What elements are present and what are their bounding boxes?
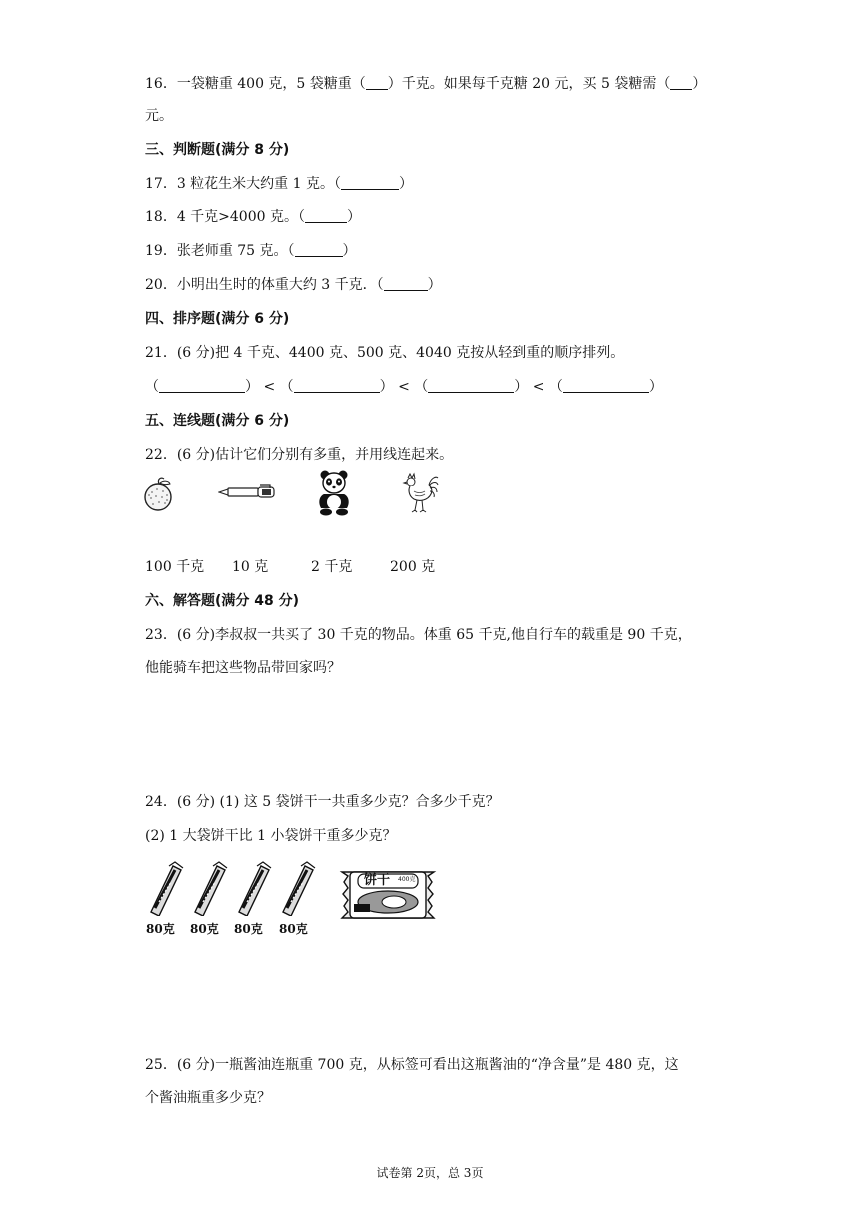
question-23-line1: 23．(6 分)李叔叔一共买了 30 千克的物品。体重 65 千克,他自行车的载重是 90 千克， (145, 627, 692, 643)
small-bag-weight: 80克 (279, 922, 308, 936)
section-heading-matching: 五、连线题(满分 6 分) (145, 413, 290, 429)
answer-blank[interactable] (305, 208, 347, 223)
question-19: 19．张老师重 75 克。（ ） (145, 243, 357, 259)
large-bag-label: 饼干 (364, 873, 391, 888)
question-16-line2: 元。 (145, 108, 173, 124)
weight-option[interactable]: 200 克 (390, 559, 436, 575)
answer-blank[interactable] (295, 242, 343, 257)
weight-option[interactable]: 100 千克 (145, 559, 205, 575)
page-footer: 试卷第 2页，总 3页 (376, 1166, 484, 1180)
answer-blank[interactable] (384, 276, 428, 291)
small-biscuit-bag (195, 862, 227, 916)
orange-icon (143, 476, 175, 512)
question-25-line2: 个酱油瓶重多少克？ (145, 1090, 271, 1106)
question-21: 21．(6 分)把 4 千克、4400 克、500 克、4040 克按从轻到重的顺序排列。 (145, 345, 625, 361)
small-biscuit-bag (239, 862, 271, 916)
small-biscuit-bags-picture (145, 860, 317, 916)
small-biscuit-bag (283, 862, 315, 916)
question-24-line1: 24．(6 分) (1) 这 5 袋饼干一共重多少克？合多少千克？ (145, 794, 500, 810)
weight-option[interactable]: 2 千克 (311, 559, 353, 575)
pen-icon (218, 484, 276, 500)
small-bag-weight: 80克 (190, 922, 219, 936)
order-blank-1[interactable] (159, 378, 245, 393)
rooster-icon (400, 472, 440, 514)
order-blank-2[interactable] (294, 378, 380, 393)
answer-blank[interactable] (366, 75, 388, 90)
large-bag-weight: 400克 (398, 876, 416, 883)
weight-option[interactable]: 10 克 (232, 559, 269, 575)
question-25-line1: 25．(6 分)一瓶酱油连瓶重 700 克，从标签可看出这瓶酱油的“净含量”是 480 克，这 (145, 1057, 679, 1073)
question-23-line2: 他能骑车把这些物品带回家吗？ (145, 660, 341, 676)
section-heading-solve: 六、解答题(满分 48 分) (145, 593, 300, 609)
panda-icon (317, 470, 351, 516)
ordering-answer-row: （ ） < （ ） < （ ） < （ ） (145, 379, 663, 395)
question-17: 17．3 粒花生米大约重 1 克。（ ） (145, 176, 413, 192)
question-20: 20．小明出生时的体重大约 3 千克．（ ） (145, 277, 442, 293)
section-heading-ordering: 四、排序题(满分 6 分) (145, 311, 290, 327)
answer-blank[interactable] (341, 175, 399, 190)
small-bag-weight: 80克 (146, 922, 175, 936)
question-22: 22．(6 分)估计它们分别有多重，并用线连起来。 (145, 447, 454, 463)
answer-blank[interactable] (670, 75, 692, 90)
section-heading-judgement: 三、判断题(满分 8 分) (145, 142, 290, 158)
order-blank-3[interactable] (428, 378, 514, 393)
small-biscuit-bag (151, 862, 183, 916)
question-18: 18．4 千克>4000 克。（ ） (145, 209, 361, 225)
order-blank-4[interactable] (563, 378, 649, 393)
question-16-line1: 16．一袋糖重 400 克，5 袋糖重（ ）千克。如果每千克糖 20 元，买 5 袋糖需（ ） (145, 76, 707, 92)
small-bag-weight: 80克 (234, 922, 263, 936)
question-24-line2: (2) 1 大袋饼干比 1 小袋饼干重多少克？ (145, 828, 397, 844)
